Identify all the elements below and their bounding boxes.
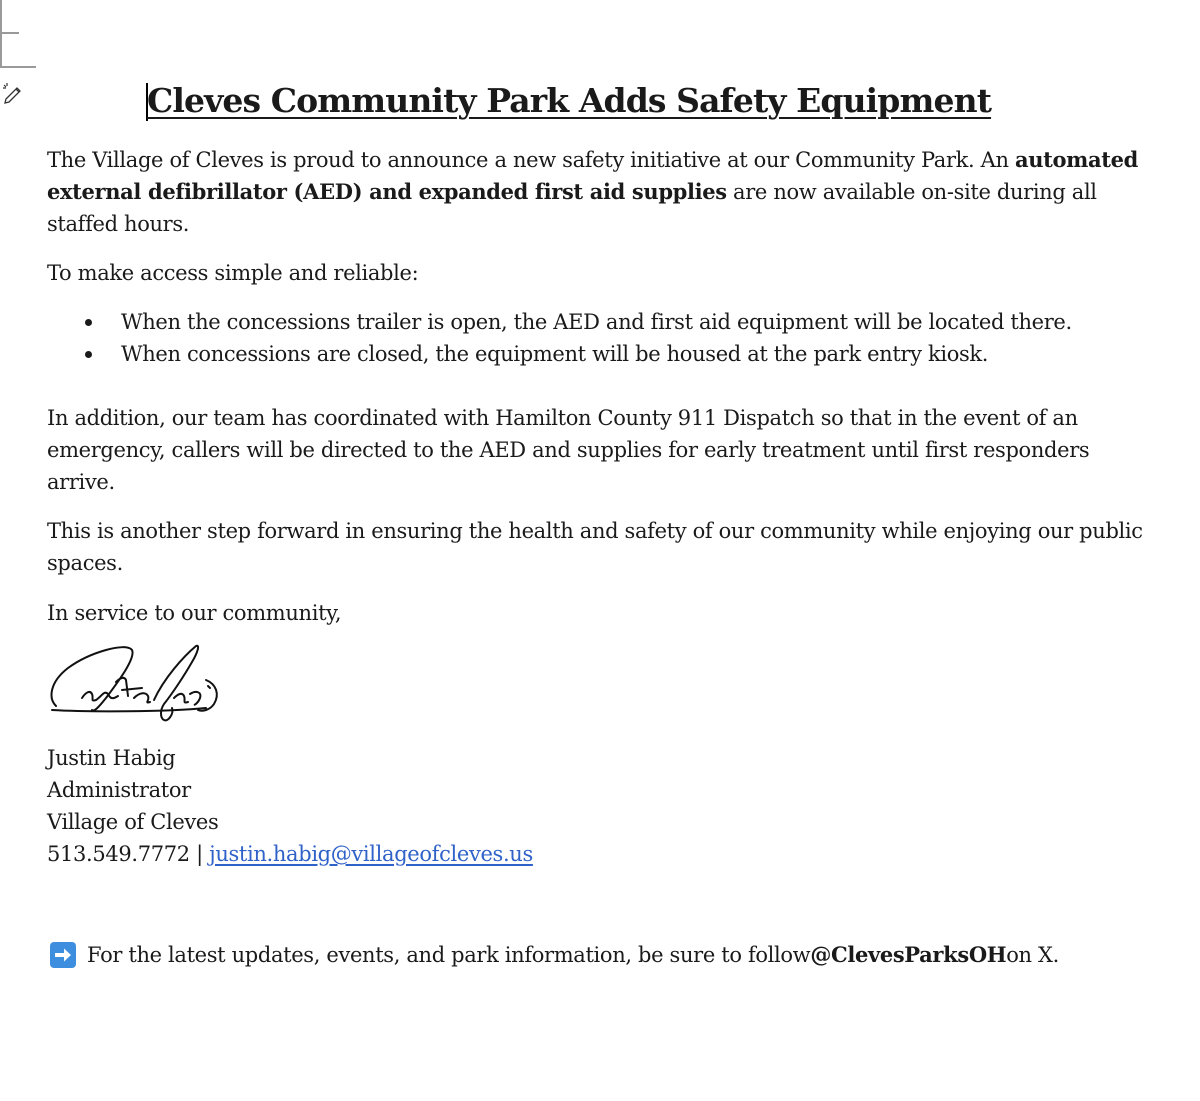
contact-separator: | bbox=[189, 842, 210, 866]
crop-mark-top-right-horizontal bbox=[0, 66, 36, 68]
signer-role: Administrator bbox=[47, 778, 191, 802]
right-arrow-icon bbox=[50, 942, 76, 968]
follow-lead: For the latest updates, events, and park information, be sure to follow bbox=[87, 943, 811, 967]
signer-organization: Village of Cleves bbox=[47, 810, 219, 834]
crop-mark-top-left-horizontal bbox=[0, 32, 19, 34]
location-bullet-list bbox=[47, 306, 1167, 370]
list-item bbox=[47, 306, 1167, 338]
phone-number: 513.549.7772 bbox=[47, 842, 190, 866]
handwritten-signature bbox=[46, 638, 224, 724]
social-follow-line bbox=[50, 939, 1059, 971]
document-title: Cleves Community Park Adds Safety Equipment bbox=[147, 81, 992, 120]
dispatch-paragraph: In addition, our team has coordinated with Hamilton County 911 Dispatch so that in the event of an emergency, callers will be directed to the AED and supplies for early treatment until first responders arrive. bbox=[47, 406, 1090, 494]
bullet-text: When the concessions trailer is open, the AED and first aid equipment will be located there. bbox=[121, 310, 1072, 334]
contact-line bbox=[47, 838, 533, 870]
list-item bbox=[47, 338, 1167, 370]
crop-mark-top-left-vertical bbox=[0, 0, 2, 32]
bullet-text: When concessions are closed, the equipment will be housed at the park entry kiosk. bbox=[121, 342, 989, 366]
intro-lead: The Village of Cleves is proud to announce a new safety initiative at our Community Park. An bbox=[47, 148, 1015, 172]
crop-mark-top-right-vertical bbox=[0, 34, 2, 66]
social-handle: @ClevesParksOH bbox=[810, 942, 1007, 967]
bullet-dot bbox=[85, 319, 92, 326]
closing-line: In service to our community, bbox=[47, 601, 342, 625]
bullet-dot bbox=[85, 351, 92, 358]
follow-tail: on X. bbox=[1006, 943, 1059, 967]
signer-name: Justin Habig bbox=[47, 746, 176, 770]
intro-paragraph bbox=[47, 144, 1157, 240]
step-forward-paragraph: This is another step forward in ensuring the health and safety of our community while enjoying our public spaces. bbox=[47, 519, 1143, 575]
email-link[interactable]: justin.habig@villageofcleves.us bbox=[209, 842, 533, 866]
signature-block bbox=[47, 742, 533, 870]
intro-tail: are now available on-site during all staffed hours. bbox=[47, 180, 1097, 236]
intro-bold: automated external defibrillator (AED) and expanded first aid supplies bbox=[47, 147, 1138, 204]
pen-edit-icon[interactable] bbox=[2, 82, 24, 104]
access-intro: To make access simple and reliable: bbox=[47, 261, 419, 285]
